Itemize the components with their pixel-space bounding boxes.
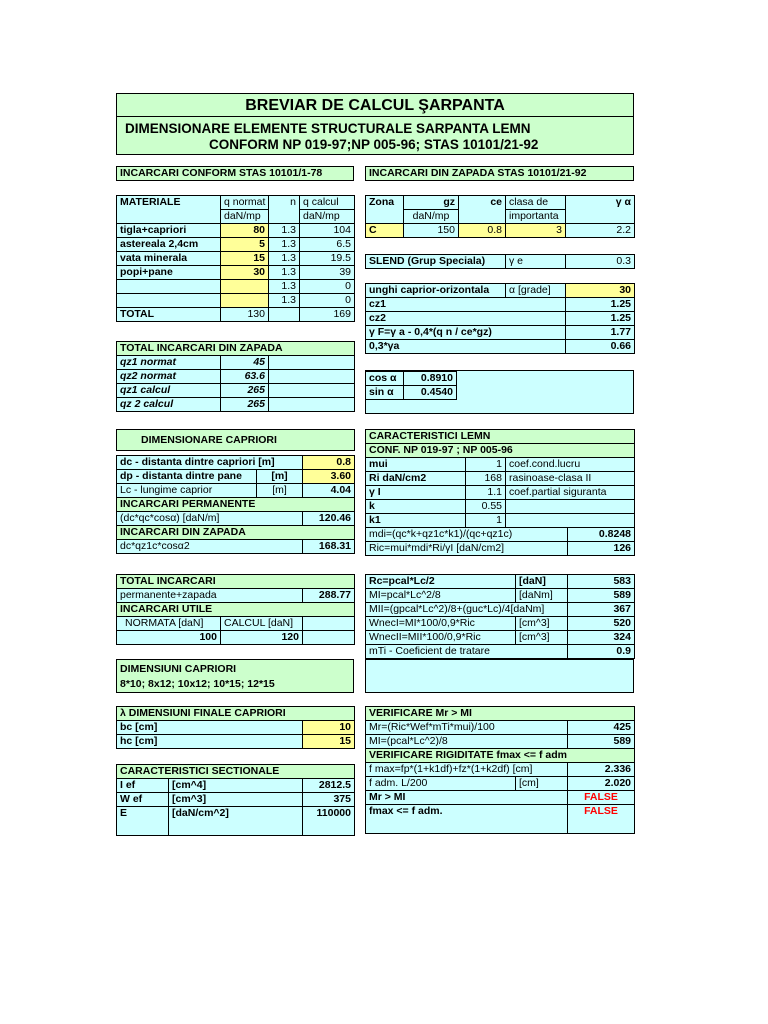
col-qcalcul-2: daN/mp: [300, 210, 355, 224]
material-row: popi+pane 30 1.3 39: [117, 266, 355, 280]
col-qnormat-1: q normat: [221, 196, 269, 210]
hc-input[interactable]: 15: [303, 735, 355, 749]
zone-values-row: C 150 0.8 3 2.2: [366, 224, 635, 238]
rafter-dimensions-box: DIMENSIUNI CAPRIORI 8*10; 8x12; 10x12; 10*15; 12*15: [116, 659, 354, 693]
cos-sin-table: cos α 0.8910 sin α 0.4540: [365, 371, 457, 400]
verification-table: VERIFICARE Mr > MI Mr=(Ric*Wef*mTi*mui)/100 425 MI=(pcal*Lc^2)/8 589 VERIFICARE RIGIDITATE fmax <= f adm f max=fp*(1+k1df)+fz*(1+k2df) [cm] 2.336 f adm. L/200 [cm] 2.020 Mr > MI FALSE fmax <= f adm. FALSE: [365, 706, 635, 834]
snow-row: qz1 normat 45: [117, 356, 355, 370]
bc-input[interactable]: 10: [303, 721, 355, 735]
material-row: 1.3 0: [117, 294, 355, 308]
rafter-sizing-header: DIMENSIONARE CAPRIORI: [117, 430, 355, 451]
page-title: BREVIAR DE CALCUL ŞARPANTA: [117, 96, 633, 117]
col-n: n: [269, 196, 300, 224]
section-row: E [daN/cm^2] 110000: [117, 807, 355, 836]
col-materiale: MATERIALE: [117, 196, 221, 224]
wood-row: mui 1 coef.cond.lucru: [366, 458, 635, 472]
col-qcalcul-1: q calcul: [300, 196, 355, 210]
wood-row: Ri daN/cm2 168 rasinoase-clasa II: [366, 472, 635, 486]
snow-total-header: TOTAL INCARCARI DIN ZAPADA: [117, 342, 355, 356]
snow-loads-header: INCARCARI DIN ZAPADA STAS 10101/21-92: [366, 167, 634, 181]
calc-row: Rc=pcal*Lc/2 [daN] 583: [366, 575, 635, 589]
snow-row: qz2 normat 63.6: [117, 370, 355, 384]
section-row: W ef [cm^3] 375: [117, 793, 355, 807]
snow-row: qz 2 calcul 265: [117, 398, 355, 412]
check-fmax-result: FALSE: [568, 805, 635, 834]
wood-row: k 0.55: [366, 500, 635, 514]
calc-row: WnecI=MI*100/0,9*Ric [cm^3] 520: [366, 617, 635, 631]
rafter-sizing-table: DIMENSIONARE CAPRIORI dc - distanta dintre capriori [m] 0.8 dp - distanta dintre pane [m] 3.60 Lc - lungime caprior [m] 4.04 INCARCARI PERMANENTE (dc*qc*cosα) [daN/m] 120.46 INCARCARI DIN ZAPADA dc*qz1c*cosα2 168.31: [116, 429, 355, 554]
snow-total-table: [116, 341, 355, 412]
calc-row: MII=(gpcal*Lc^2)/8+(guc*Lc)/4[daNm] 367: [366, 603, 635, 617]
col-zona: Zona: [366, 196, 404, 224]
zone-table: [365, 195, 635, 238]
col-qnormat-2: daN/mp: [221, 210, 269, 224]
col-clasa-1: clasa de: [506, 196, 566, 210]
left-loads-header: INCARCARI CONFORM STAS 10101/1-78: [117, 167, 354, 181]
materials-table: [116, 195, 355, 322]
slend-label: SLEND (Grup Speciala): [366, 255, 506, 269]
subtitle-2: CONFORM NP 019-97;NP 005-96; STAS 10101/21-92: [209, 137, 539, 152]
title-block: [116, 93, 634, 155]
angle-table: unghi caprior-orizontala α [grade] 30 cz1 1.25 cz2 1.25 γ F=γ a - 0,4*(q n / ce*gz) 1.77 0,3*γa 0.66: [365, 283, 635, 354]
unghi-label: unghi caprior-orizontala: [366, 284, 506, 298]
col-gz-unit: daN/mp: [404, 210, 459, 224]
wood-properties-table: CARACTERISTICI LEMN CONF. NP 019-97 ; NP 005-96 mui 1 coef.cond.lucru Ri daN/cm2 168 rasinoase-clasa II γ I 1.1 coef.partial siguranta k 0.55 k1 1 mdi=(qc*k+qz1c*k1)/(qc+qz1c) 0.8248 Ric=mui*mdi*Ri/γI [daN/cm2] 126: [365, 429, 635, 556]
calc-row: mTi - Coeficient de tratare 0.9: [366, 645, 635, 659]
snow-header-table: [365, 166, 634, 181]
col-ce: ce: [459, 196, 506, 224]
slend-table: SLEND (Grup Speciala) γ e 0.3: [365, 254, 635, 269]
col-gamma-a: γ α: [566, 196, 635, 224]
section-row: I ef [cm^4] 2812.5: [117, 779, 355, 793]
wood-row: γ I 1.1 coef.partial siguranta: [366, 486, 635, 500]
subtitle-1: DIMENSIONARE ELEMENTE STRUCTURALE SARPANTA LEMN: [125, 121, 531, 136]
wood-row: k1 1: [366, 514, 635, 528]
snow-row: qz1 calcul 265: [117, 384, 355, 398]
section-properties-table: CARACTERISTICI SECTIONALE I ef [cm^4] 2812.5 W ef [cm^3] 375 E [daN/cm^2] 110000: [116, 764, 355, 836]
check-mr-result: FALSE: [568, 791, 635, 805]
reactions-table: [365, 574, 635, 659]
materials-total-row: TOTAL 130 169: [117, 308, 355, 322]
calc-row: MI=pcal*Lc^2/8 [daNm] 589: [366, 589, 635, 603]
unghi-value[interactable]: 30: [566, 284, 635, 298]
calc-row: WnecII=MII*100/0,9*Ric [cm^3] 324: [366, 631, 635, 645]
col-clasa-2: importanta: [506, 210, 566, 224]
total-loads-table: TOTAL INCARCARI permanente+zapada 288.77 INCARCARI UTILE NORMATA [daN] CALCUL [daN] 100 120: [116, 574, 355, 645]
material-row: tigla+capriori 80 1.3 104: [117, 224, 355, 238]
empty-box: [365, 659, 634, 693]
left-loads-header-table: [116, 166, 354, 181]
material-row: vata minerala 15 1.3 19.5: [117, 252, 355, 266]
material-row: astereala 2,4cm 5 1.3 6.5: [117, 238, 355, 252]
final-dimensions-table: λ DIMENSIUNI FINALE CAPRIORI bc [cm] 10 hc [cm] 15: [116, 706, 355, 749]
material-row: 1.3 0: [117, 280, 355, 294]
col-gz: gz: [404, 196, 459, 210]
